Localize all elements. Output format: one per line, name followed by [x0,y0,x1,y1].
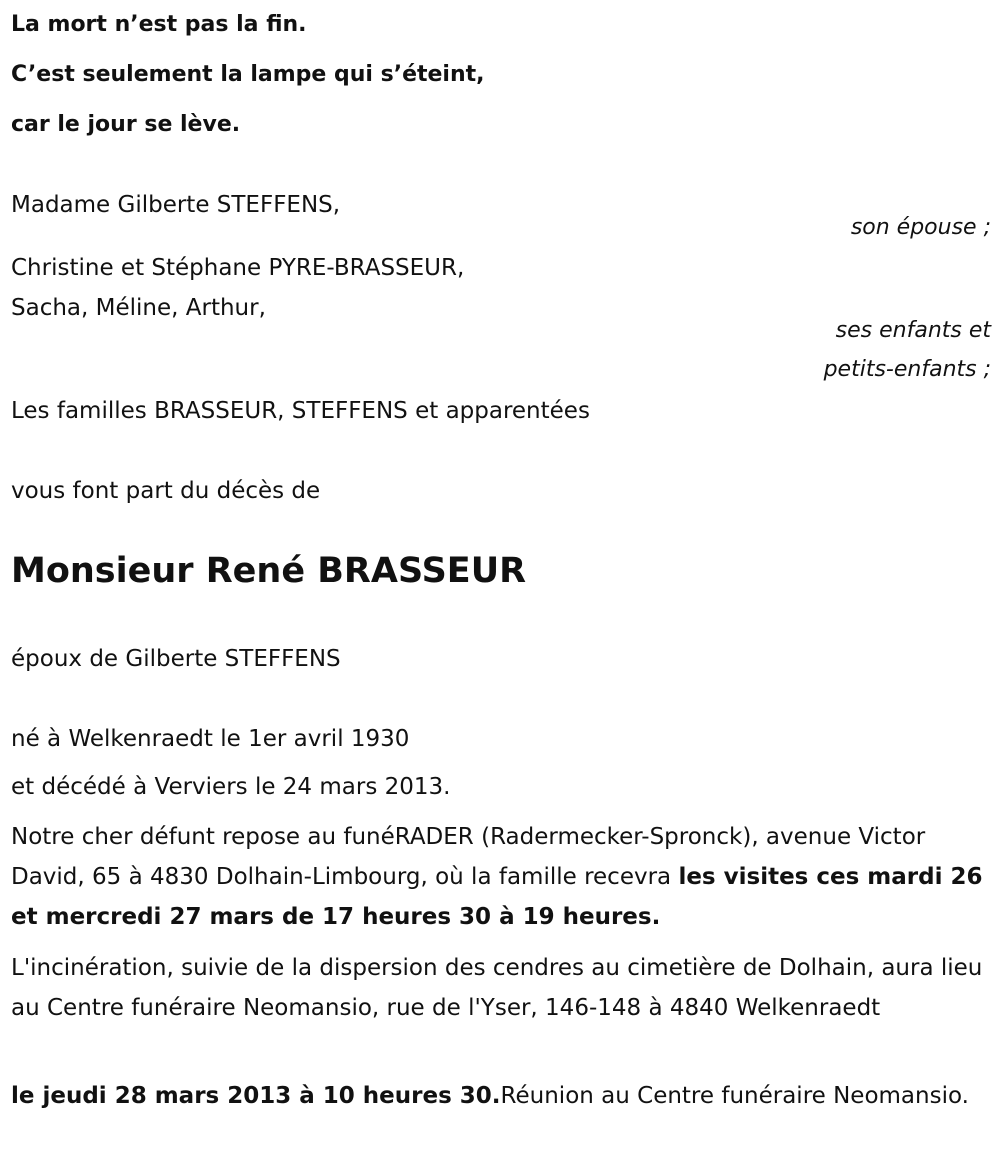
deceased-name: Monsieur René BRASSEUR [11,551,527,591]
ceremony-date: le jeudi 28 mars 2013 à 10 heures 30. [11,1083,501,1109]
ceremony-location: Réunion au Centre funéraire Neomansio. [500,1083,969,1109]
spouse-relation: son épouse ; [850,215,991,240]
children-relation-line-2: petits-enfants ; [823,357,991,382]
spouse-name: Madame Gilberte STEFFENS, [11,192,341,218]
spouse-of: époux de Gilberte STEFFENS [11,646,341,672]
families-line: Les familles BRASSEUR, STEFFENS et apparentées [11,398,590,424]
epigraph-line-2: C’est seulement la lampe qui s’éteint, [11,62,485,87]
epigraph-line-1: La mort n’est pas la fin. [11,12,307,37]
ceremony-paragraph [11,1076,996,1116]
death-info: et décédé à Verviers le 24 mars 2013. [11,774,451,800]
children-line-1: Christine et Stéphane PYRE-BRASSEUR, [11,255,465,281]
epigraph-line-3: car le jour se lève. [11,112,241,137]
cremation-paragraph: L'incinération, suivie de la dispersion des cendres au cimetière de Dolhain, aura lieu au Centre funéraire Neomansio, rue de l'Yser, 146-148 à 4840 Welkenraedt [11,955,983,1021]
visitation-paragraph [11,817,996,937]
announcement: vous font part du décès de [11,478,321,504]
children-relation-line-1: ses enfants et [835,318,991,343]
visitation-hours: les visites ces mardi 26 et mercredi 27 mars de 17 heures 30 à 19 heures. [11,864,983,930]
birth-info: né à Welkenraedt le 1er avril 1930 [11,726,410,752]
children-line-2: Sacha, Méline, Arthur, [11,295,266,321]
visitation-text: Notre cher défunt repose au funéRADER (Radermecker-Spronck), avenue Victor David, 65 à 4830 Dolhain-Limbourg, où la famille recevra [11,824,926,890]
